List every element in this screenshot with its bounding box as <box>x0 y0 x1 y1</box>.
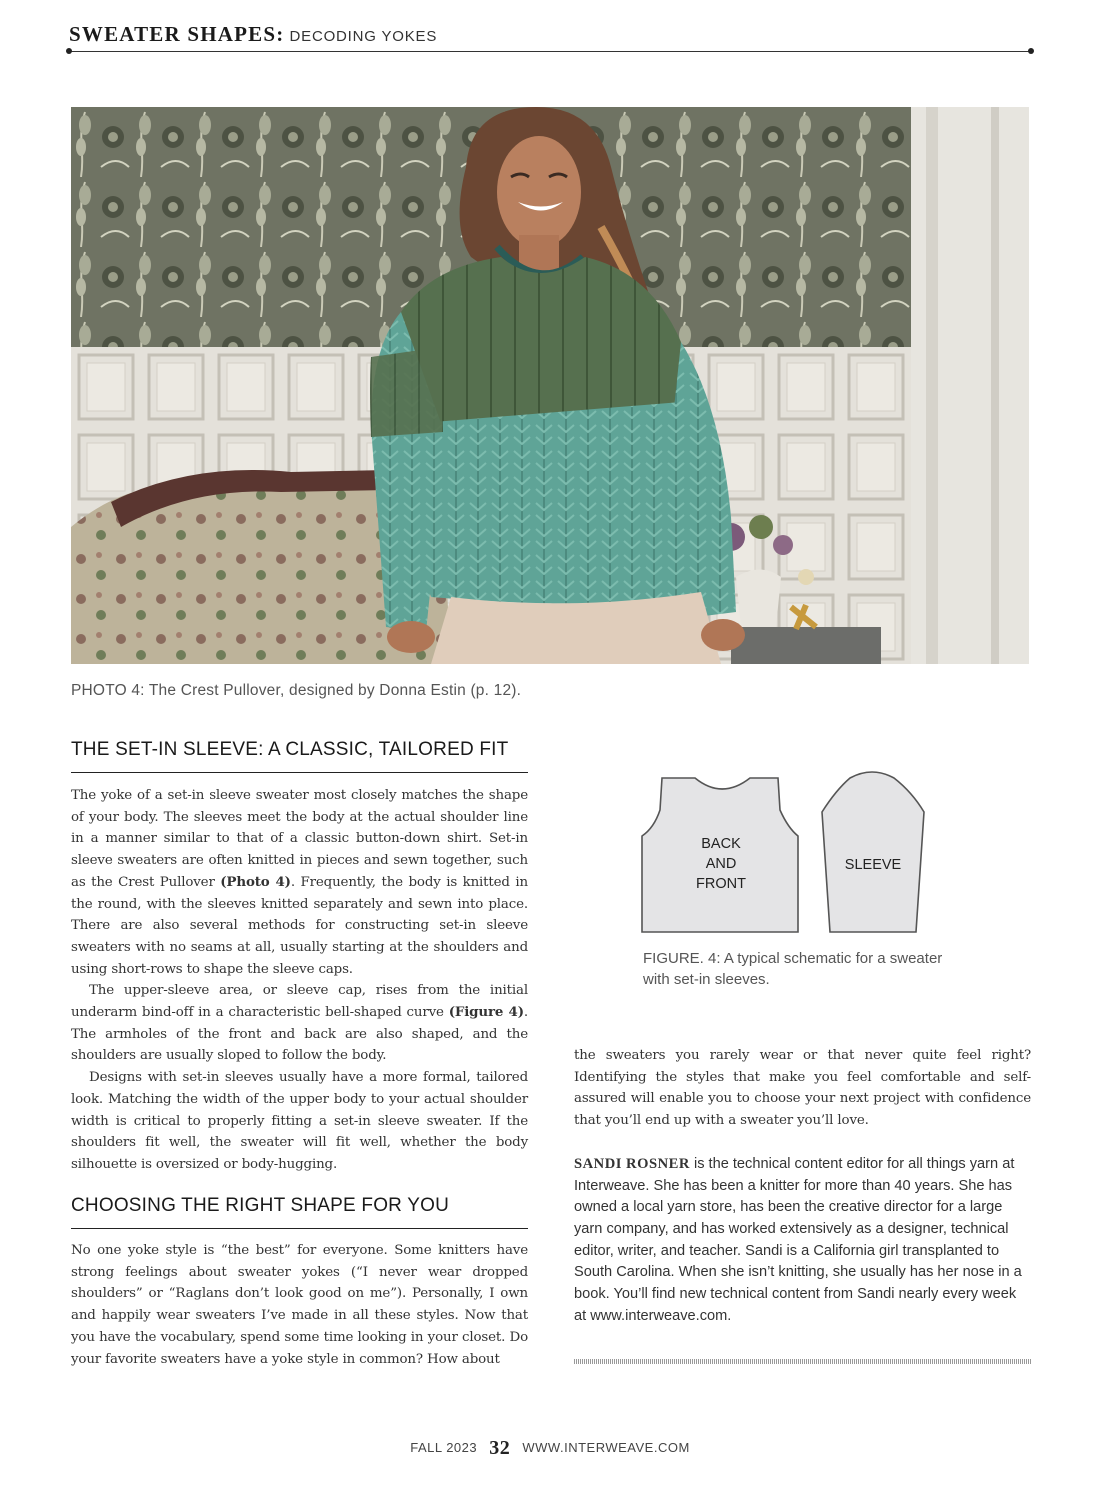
photo-reference: (Photo 4) <box>220 873 291 890</box>
photo-crest-pullover <box>71 107 1029 664</box>
paragraph-text: The upper-sleeve area, or sleeve cap, rises from the initial underarm bind-off in a characteristic bell-shaped curve <box>71 983 528 1021</box>
author-bio-text: is the technical content editor for all things yarn at Interweave. She has been a knitter for more than 40 years. She has owned a local yarn store, has been the creative director for a large yarn company, and has worked extensively as a designer, technical editor, writer, and teacher. Sandi is a California girl transplanted to South Carolina. When she isn’t knitting, she usually has her nose in a book. You’ll find new technical content from Sandi nearly every week at www.interweave.com. <box>574 1155 1022 1324</box>
column-left-section2 <box>71 1240 528 1370</box>
header-subtitle: DECODING YOKES <box>289 28 438 45</box>
body-label-front: FRONT <box>696 876 746 892</box>
body-label-back: BACK <box>701 836 741 852</box>
paragraph-choosing-shape-continued: the sweaters you rarely wear or that never quite feel right? Identifying the styles that make you feel comfortable and self-assured will enable you to choose your next project with confidence that you’ll end up with a sweater you’ll love. <box>574 1048 1031 1129</box>
header-rule-right-dot <box>1028 48 1034 54</box>
sleeve-label: SLEEVE <box>844 857 902 873</box>
section-heading-choosing-shape: CHOOSING THE RIGHT SHAPE FOR YOU <box>71 1195 528 1229</box>
paragraph-text: The yoke of a set-in sleeve sweater most closely matches the shape of your body. The sleeves meet the body at the actual shoulder line in a manner similar to that of a classic button-down shirt. Set-in sleeve sweaters are often knitted in pieces and sewn together, such as the Crest Pullover <box>71 788 528 890</box>
paragraph-set-in-sleeve-3: Designs with set-in sleeves usually have a more formal, tailored look. Matching the width of the upper body to your actual shoulder width is critical to properly fitting a set-in sleeve sweater. If the shoulders fit well, the sweater will fit well, whether the body silhouette is oversized or body-hugging. <box>71 1070 528 1172</box>
photo-caption: PHOTO 4: The Crest Pullover, designed by Donna Estin (p. 12). <box>71 682 522 699</box>
column-left-section1 <box>71 785 528 1176</box>
footer-url: WWW.INTERWEAVE.COM <box>522 1440 690 1455</box>
body-label-and: AND <box>705 856 737 872</box>
header-title: SWEATER SHAPES: <box>69 22 285 46</box>
article-end-rule <box>574 1359 1031 1364</box>
running-header <box>69 22 1031 54</box>
figure-caption: FIGURE. 4: A typical schematic for a sweater with set-in sleeves. <box>643 950 943 988</box>
footer-season: FALL 2023 <box>410 1440 478 1455</box>
photo-woman-in-green-sweater-icon <box>71 107 1029 664</box>
paragraph-text: . Frequently, the body is knitted in the round, with the sleeves knitted separately and sewn into place. There are also several methods for constructing set-in sleeve sweaters with no seams at all, usually starting at the shoulders and using short-rows to shape the sleeve caps. <box>71 874 528 977</box>
paragraph-choosing-shape-1: No one yoke style is “the best” for everyone. Some knitters have strong feelings about sweater yokes (“I never wear dropped shoulders” or “Raglans don’t look good on me”). Personally, I own and happily wear sweaters I’ve made in all these styles. Now that you have the vocabulary, spend some time looking in your closet. Do your favorite sweaters have a yoke style in common? How about <box>71 1243 528 1367</box>
page-number: 32 <box>489 1437 511 1459</box>
page-footer <box>0 1437 1100 1460</box>
figure-4-schematic <box>640 770 930 938</box>
paragraph-set-in-sleeve-1 <box>71 785 528 980</box>
paragraph-text: . The armholes of the front and back are also shaped, and the shoulders are usually sloped to follow the body. <box>71 1005 528 1064</box>
figure-reference: (Figure 4) <box>448 1004 524 1021</box>
column-right <box>574 1045 1031 1327</box>
sleeve-piece <box>822 772 924 932</box>
back-and-front-piece <box>642 778 798 932</box>
author-name: SANDI ROSNER <box>574 1155 690 1172</box>
section-heading-set-in-sleeve: THE SET-IN SLEEVE: A CLASSIC, TAILORED FIT <box>71 739 528 773</box>
header-rule <box>69 51 1031 52</box>
author-bio <box>574 1154 1031 1328</box>
header-rule-left-dot <box>66 48 72 54</box>
paragraph-set-in-sleeve-2 <box>71 980 528 1067</box>
